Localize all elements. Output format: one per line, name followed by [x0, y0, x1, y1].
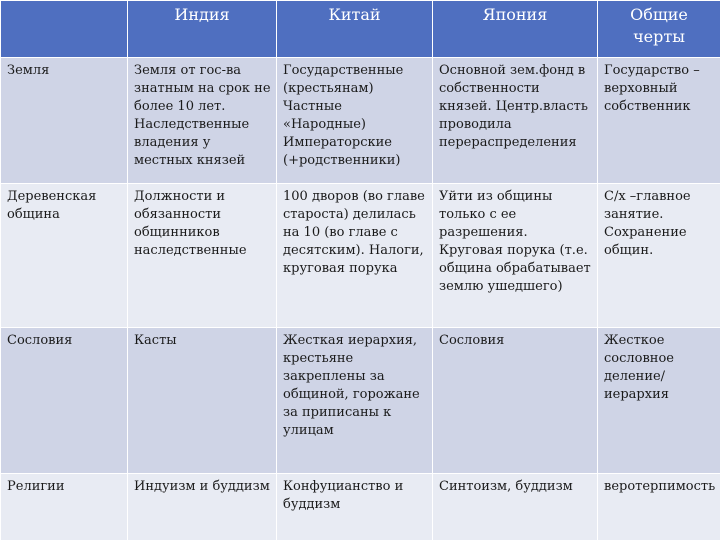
header-row — [1, 1, 720, 58]
row-label-religions: Религии — [1, 474, 128, 541]
header-china: Китай — [277, 1, 433, 58]
row-label-land: Земля — [1, 58, 128, 184]
cell-land-china: Государственные (крестьянам) Частные «Народные) Императорские (+родственники) — [277, 58, 433, 184]
cell-religions-common: веротерпимость — [598, 474, 720, 541]
cell-community-china: 100 дворов (во главе староста) делилась на 10 (во главе с десятским). Налоги, круговая порука — [277, 184, 433, 328]
cell-community-common: С/х –главное занятие. Сохранение общин. — [598, 184, 720, 328]
cell-community-india: Должности и обязанности общинников наследственные — [128, 184, 277, 328]
cell-religions-japan: Синтоизм, буддизм — [433, 474, 598, 541]
header-common-features: Общие черты — [598, 1, 720, 58]
cell-community-japan: Уйти из общины только с ее разрешения. Круговая порука (т.е. община обрабатывает землю ушедшего) — [433, 184, 598, 328]
cell-estates-china: Жесткая иерархия, крестьяне закреплены за общиной, горожане за приписаны к улицам — [277, 328, 433, 474]
cell-estates-japan: Сословия — [433, 328, 598, 474]
row-label-estates: Сословия — [1, 328, 128, 474]
table-row-religions — [1, 474, 720, 541]
header-japan: Япония — [433, 1, 598, 58]
cell-land-india: Земля от гос-ва знатным на срок не более 10 лет. Наследственные владения у местных князей — [128, 58, 277, 184]
cell-land-common: Государство – верховный собственник — [598, 58, 720, 184]
row-label-village-community: Деревенская община — [1, 184, 128, 328]
cell-estates-common: Жесткое сословное деление/иерархия — [598, 328, 720, 474]
cell-land-japan: Основной зем.фонд в собственности князей. Центр.власть проводила перераспределения — [433, 58, 598, 184]
cell-religions-india: Индуизм и буддизм — [128, 474, 277, 541]
header-india: Индия — [128, 1, 277, 58]
header-corner — [1, 1, 128, 58]
cell-religions-china: Конфуцианство и буддизм — [277, 474, 433, 541]
table-row-land — [1, 58, 720, 184]
table-row-estates — [1, 328, 720, 474]
table-row-village-community — [1, 184, 720, 328]
cell-estates-india: Касты — [128, 328, 277, 474]
